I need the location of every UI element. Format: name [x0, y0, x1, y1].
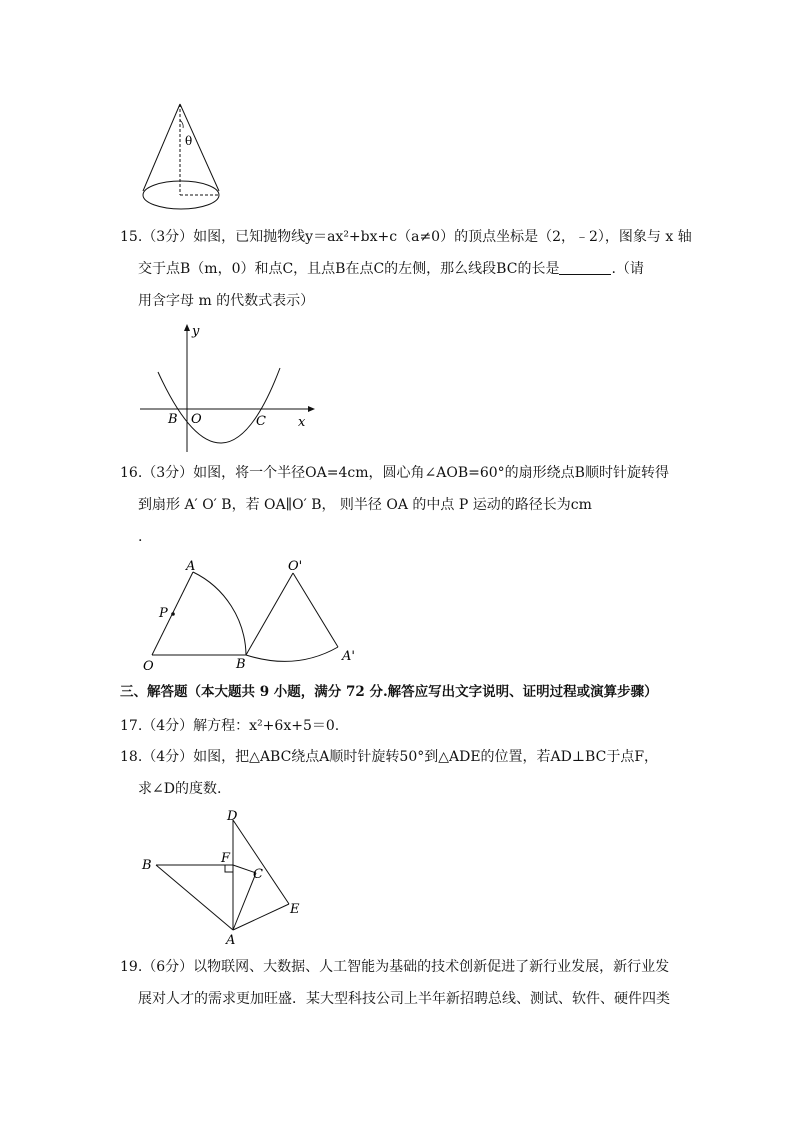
point-A-label: A	[226, 933, 236, 948]
point-B-label: B	[142, 858, 152, 873]
q16-line3: .	[138, 529, 143, 545]
point-A-label: A	[186, 559, 196, 574]
q17-text: 17.（4分）解方程：x²+6x+5＝0.	[120, 718, 340, 734]
point-D-label: D	[227, 809, 238, 824]
point-B-label: B	[236, 657, 246, 671]
point-O-prime-label: O'	[288, 559, 303, 574]
q19-line1: 19.（6分）以物联网、大数据、人工智能为基础的技术创新促进了新行业发展，新行业发	[120, 959, 670, 975]
point-E-label: E	[290, 902, 300, 917]
section-3-heading: 三、解答题（本大题共 9 小题，满分 72 分.解答应写出文字说明、证明过程或演算步骤）	[120, 684, 658, 700]
q15-line1: 15.（3分）如图，已知抛物线y＝ax²+bx+c（a≠0）的顶点坐标是（2，﹣2），图象与 x 轴	[120, 229, 692, 245]
answer-blank	[559, 260, 611, 275]
sector-rotation-figure	[136, 556, 366, 671]
rotation-triangle-figure	[136, 806, 316, 948]
point-P-label: P	[159, 606, 168, 621]
point-A-prime-label: A'	[342, 649, 355, 664]
point-C-label: C	[256, 414, 266, 429]
origin-label: O	[191, 412, 202, 427]
q18-line2: 求∠D的度数.	[138, 781, 222, 797]
q16-line1: 16.（3分）如图，将一个半径OA=4cm，圆心角∠AOB=60°的扇形绕点B顺时针旋转得	[120, 465, 669, 481]
q15-line3: 用含字母 m 的代数式表示）	[138, 293, 315, 309]
point-O-label: O	[143, 659, 154, 671]
point-C-label: C	[253, 867, 263, 882]
point-F-label: F	[221, 851, 231, 866]
x-axis-label: x	[298, 415, 306, 430]
q15-line2-tail: .（请	[611, 261, 644, 277]
point-B-label: B	[168, 412, 178, 427]
q15-line2	[138, 259, 644, 279]
y-axis-label: y	[192, 324, 200, 339]
q15-line2-text: 交于点B（m，0）和点C，且点B在点C的左侧，那么线段BC的长是	[138, 261, 560, 277]
q16-line2: 到扇形 A′ O′ B，若 OA∥O′ B， 则半径 OA 的中点 P 运动的路径长为cm	[138, 497, 592, 513]
parabola-figure	[136, 322, 316, 454]
cone-figure	[136, 98, 228, 214]
q19-line2: 展对人才的需求更加旺盛．某大型科技公司上半年新招聘总线、测试、软件、硬件四类	[138, 991, 670, 1007]
q18-line1: 18.（4分）如图，把△ABC绕点A顺时针旋转50°到△ADE的位置，若AD⊥BC于点F，	[120, 749, 659, 765]
angle-theta-label: θ	[185, 134, 193, 148]
